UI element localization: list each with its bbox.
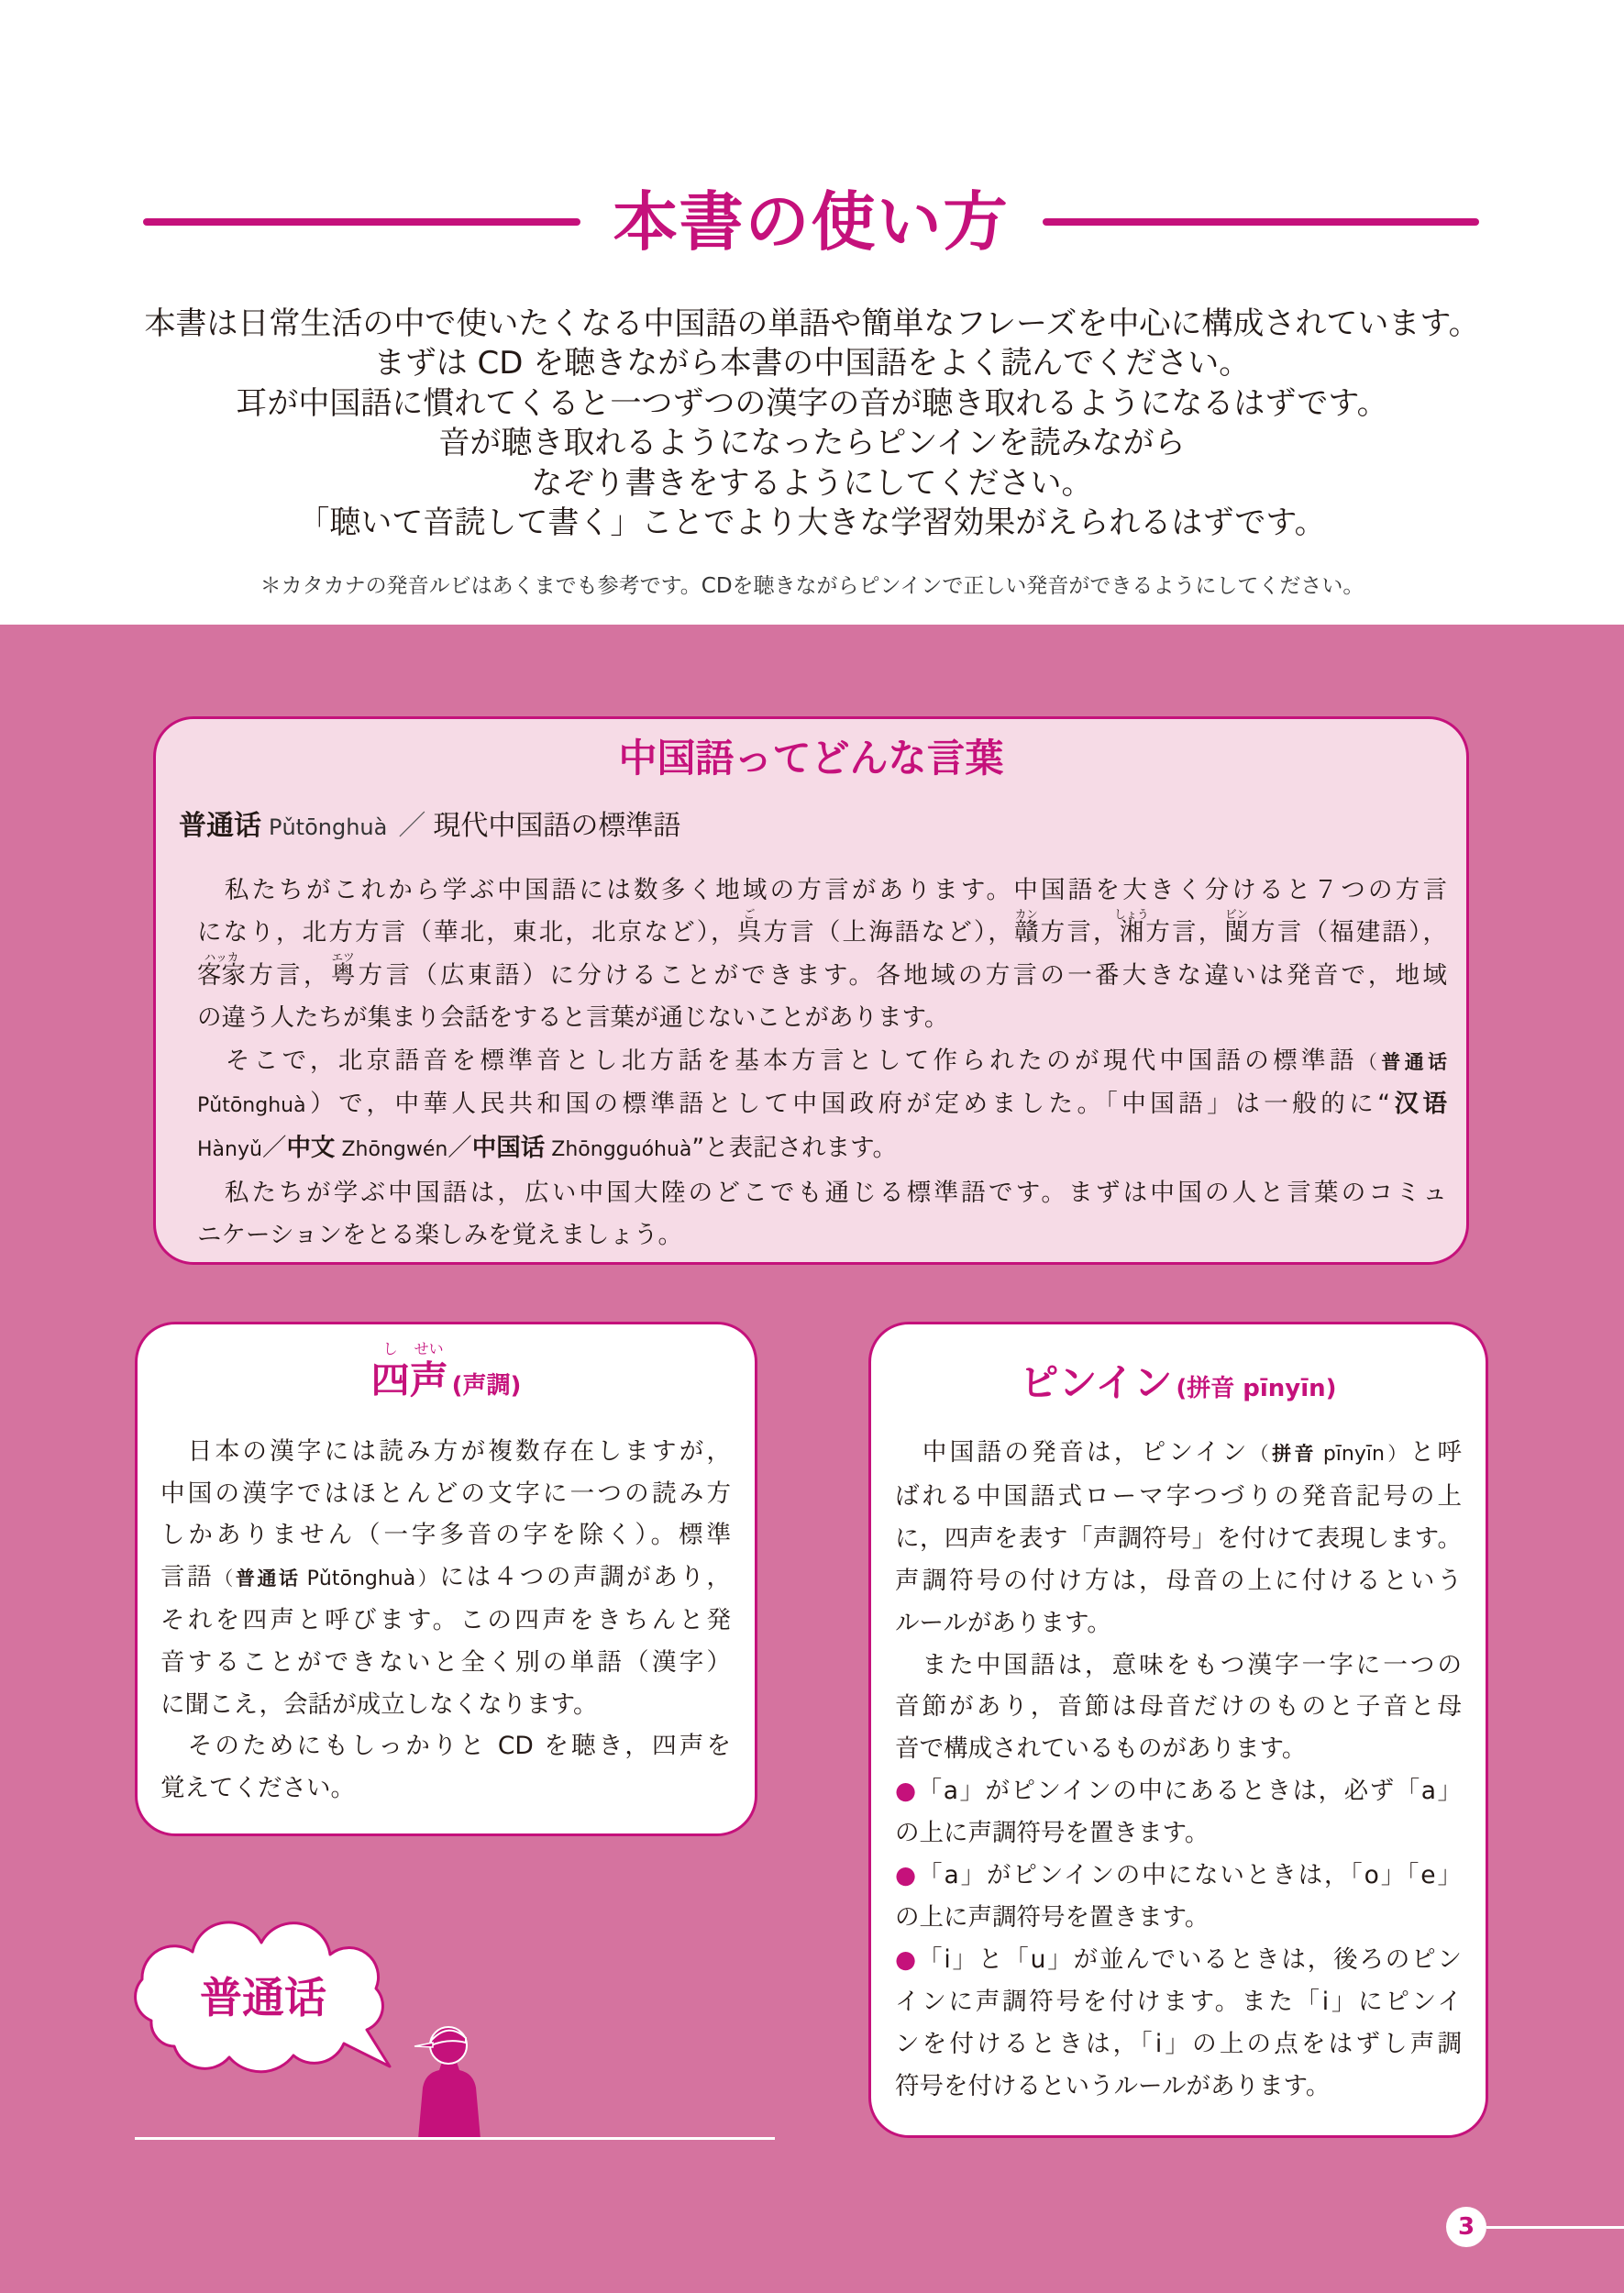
text-run: ンを付けるときは，「i」の上の点をはずし声調 [895,2029,1462,2058]
ruby-word [736,907,762,947]
text-run: 方言， [1038,918,1120,947]
parenthesis: ） [1384,1443,1410,1465]
intro-line: 耳が中国語に慣れてくると一つずつの漢字の音が聴き取れるようになるはずです。 [236,384,1388,422]
section-body [160,1431,731,1809]
ruby-base: 客家 [197,960,246,990]
text-run: 方言（福建語）， [1248,918,1447,947]
ruby-reading: ご [743,907,756,922]
text-run: と呼 [1409,1438,1463,1467]
text-run: 中国語の発音は，ピンイン [895,1438,1250,1467]
chinese-term: 中国话 [471,1134,546,1163]
person-body [418,2062,481,2139]
pinyin-text: Zhōngwén [341,1138,448,1162]
paragraph [160,1725,731,1809]
bullet-marker: ● [895,1944,918,1974]
section-title-main: ピンイン [1020,1360,1173,1405]
info-box-tones [135,1322,757,1836]
paragraph-line [160,1514,731,1556]
ruby-reading: せい [414,1340,444,1357]
bullet-marker: ● [895,1861,919,1890]
text-run: 音節があり，音節は母音だけのものと子音と母 [895,1692,1462,1722]
text-run: 方言， [1143,918,1225,947]
section-title [871,1357,1486,1414]
intro-line: 音が聴き取れるようになったらピンインを読みながら [438,425,1186,462]
section-title [138,1340,755,1412]
parenthesis: （ [1357,1050,1382,1073]
chinese-term: 汉语 [1390,1090,1447,1119]
chinese-term: 普通话 [235,1567,301,1590]
text-run: の上に声調符号を置きます。 [895,1819,1210,1848]
paragraph [895,1855,1462,1939]
separator: ／ [398,810,426,842]
paragraph-line [895,1770,1462,1812]
paragraph-line [895,2066,1462,2108]
text-run: 方言（上海語など）， [761,918,1014,947]
speech-bubble-text: 普通话 [200,1973,326,2022]
pinyin-text: Pǔtōnghuà [269,814,388,840]
paragraph-line [197,907,1447,954]
paragraph-line [197,1083,1447,1127]
text-run: には４つの声調があり， [439,1562,732,1591]
section-title-main [370,1340,448,1402]
paragraph-line [160,1725,731,1767]
ruby-word [1224,907,1249,947]
text-run: 声調符号の付け方は，母音の上に付けるという [895,1566,1462,1595]
ruby-word [409,1340,448,1402]
ruby-reading: エツ [331,949,355,964]
text-run: になり，北方方言（華北，東北，北京など）， [197,918,737,947]
paragraph-line [160,1556,731,1601]
ruby-word [370,1340,410,1402]
text-run: 私たちが学ぶ中国語は，広い中国大陸のどこでも通じる標準語です。まずは中国の人と言葉のコミュ [197,1178,1447,1207]
paragraph-line [160,1431,731,1473]
ruby-word [1114,907,1149,947]
text-run: 「a」がピンインの中にあるときは，必ず「a」 [917,1777,1462,1806]
section-subtitle: (拼音 pīnyīn) [1176,1375,1337,1402]
text-run: ニケーションをとる楽しみを覚えましょう。 [197,1221,682,1250]
paragraph [197,870,1447,1040]
term-meaning: 現代中国語の標準語 [433,810,681,842]
ruby-word [330,949,356,990]
ruby-reading: し [382,1340,398,1357]
person-icon [403,2018,495,2139]
text-run: しかありません（一字多音の字を除く）。標準 [160,1521,731,1550]
text-run: また中国語は，意味をもつ漢字一字に一つの [895,1650,1462,1679]
ruby-word [197,949,246,990]
paragraph-line [895,1981,1462,2023]
intro-line: 「聴いて音読して書く」ことでより大きな学習効果がえられるはずです。 [298,504,1326,542]
paragraph-line [197,1214,1447,1257]
page-header [143,184,1479,260]
ruby-base: 贛 [1014,918,1039,947]
paragraph [895,1432,1462,1645]
title-rule-left [143,218,580,226]
page-number-rule [1486,2226,1624,2229]
paragraph-line [895,1476,1462,1518]
parenthesis: （ [1249,1443,1273,1465]
pinyin-text: Hànyǔ [197,1138,262,1162]
paragraph-line [160,1684,731,1726]
ground-line [135,2137,775,2140]
text-run: インに声調符号を付けます。また「i」にピンイ [895,1987,1462,2016]
text-run: ”と表記されます。 [691,1134,898,1163]
paragraph-line [197,870,1447,912]
paragraph-line [895,1855,1462,1897]
page-number: 3 [1446,2207,1486,2247]
paragraph-line [197,1127,1447,1171]
paragraph [895,1770,1462,1855]
paragraph-line [895,1432,1462,1476]
intro-text [0,305,1624,543]
ruby-reading: ビン [1225,907,1249,922]
footnote: ＊カタカナの発音ルビはあくまでも参考です。CDを聴きながらピンインで正しい発音ができるようにしてください。 [260,574,1364,598]
ruby-base: 粤 [330,960,356,990]
text-run: そのためにもしっかりと CD を聴き，四声を [160,1732,731,1761]
text-run: 「i」と「u」が並んでいるときは，後ろのピン [917,1944,1462,1974]
paragraph [895,1645,1462,1771]
section-body [197,870,1447,1257]
ruby-base: 声 [409,1357,448,1402]
paragraph-line [895,1602,1462,1645]
chinese-term: 普通话 [1381,1050,1447,1073]
ruby-word [1014,907,1039,947]
paragraph-line [895,2023,1462,2066]
page-title: 本書の使い方 [613,184,1010,260]
intro-line: まずは CD を聴きながら本書の中国語をよく読んでください。 [373,345,1251,382]
ruby-base: 閩 [1224,918,1249,947]
text-run: それを四声と呼びます。この四声をきちんと発 [160,1606,731,1635]
title-rule-right [1043,218,1480,226]
paragraph-line [160,1600,731,1642]
text-run: そこで，北京語音を標準音とし北方話を基本方言として作られたのが現代中国語の標準語 [197,1046,1358,1075]
paragraph-line [895,1645,1462,1687]
term-line [179,808,680,846]
paragraph [895,1939,1462,2108]
chinese-term: 拼音 [1272,1443,1317,1465]
chinese-term: 中文 [286,1134,336,1163]
text-run: ／ [447,1134,472,1163]
paragraph-line [895,1897,1462,1939]
text-run: ルールがあります。 [895,1608,1111,1637]
parenthesis: ） [415,1567,440,1590]
text-run: の違う人たちが集まり会話をすると言葉が通じないことがあります。 [197,1003,949,1033]
ruby-reading: カン [1014,907,1038,922]
pinyin-text: pīnyīn [1322,1443,1385,1466]
paragraph-line [160,1642,731,1684]
ruby-base: 湘 [1119,918,1144,947]
text-run: 符号を付けるというルールがあります。 [895,2071,1331,2100]
text-run: ばれる中国語式ローマ字つづりの発音記号の上 [895,1481,1462,1511]
parenthesis: （ [214,1567,236,1590]
pinyin-text: Pǔtōnghuà [197,1094,306,1118]
info-box-pinyin [868,1322,1488,2138]
text-run: に聞こえ，会話が成立しなくなります。 [160,1689,598,1719]
section-title: 中国語ってどんな言葉 [618,736,1004,781]
ruby-reading: しょう [1114,907,1149,922]
ruby-reading: ハッカ [204,949,239,964]
bullet-marker: ● [895,1777,918,1806]
paragraph-line [197,1172,1447,1214]
text-run: 方言（広東語）に分けることができます。各地域の方言の一番大きな違いは発音で，地域 [355,960,1448,990]
paragraph-line [895,1812,1462,1855]
info-box-about [153,716,1469,1265]
person-cap-brim [414,2043,433,2047]
text-run: 音することができないと全く別の単語（漢字） [160,1647,731,1677]
paragraph [197,1040,1447,1172]
text-run: 音で構成されているものがあります。 [895,1734,1307,1764]
paragraph-line [160,1767,731,1810]
paragraph-line [160,1473,731,1515]
pinyin-text: Pǔtōnghuà [306,1567,416,1590]
paragraph-line [895,1939,1462,1981]
text-run: 日本の漢字には読み方が複数存在しますが， [160,1437,731,1466]
paragraph [160,1431,731,1725]
text-run: の上に声調符号を置きます。 [895,1902,1210,1932]
text-run: 方言， [246,960,331,990]
chinese-term: 普通话 [179,810,261,842]
paragraph-line [895,1728,1462,1770]
paragraph-line [895,1686,1462,1728]
ruby-base: 呉 [736,918,762,947]
intro-line: なぞり書きをするようにしてください。 [531,464,1093,502]
ruby-base: 四 [370,1357,410,1402]
section-body [895,1432,1462,2108]
paragraph-line [197,1040,1447,1083]
text-run: ／ [261,1134,287,1163]
text-run: に，四声を表す「声調符号」を付けて表現します。 [895,1523,1462,1553]
paragraph-line [895,1518,1462,1560]
text-run: 私たちがこれから学ぶ中国語には数多く地域の方言があります。中国語を大きく分けると７つの方言 [197,876,1447,904]
paragraph-line [895,1560,1462,1602]
text-run: ）で，中華人民共和国の標準語として中国政府が定めました。「中国語」は一般的に“ [305,1090,1390,1119]
text-run: 覚えてください。 [160,1773,355,1802]
text-run: 「a」がピンインの中にないときは，「o」「e」 [918,1861,1463,1890]
pinyin-text: Zhōngguóhuà [551,1138,692,1162]
text-run: 言語 [160,1562,215,1591]
intro-line: 本書は日常生活の中で使いたくなる中国語の単語や簡単なフレーズを中心に構成されています。 [144,305,1480,342]
section-subtitle: (声調) [451,1372,522,1400]
text-run: 中国の漢字ではほとんどの文字に一つの読み方 [160,1479,731,1508]
paragraph [197,1172,1447,1257]
paragraph-line [197,949,1448,997]
paragraph-line [197,997,1447,1039]
